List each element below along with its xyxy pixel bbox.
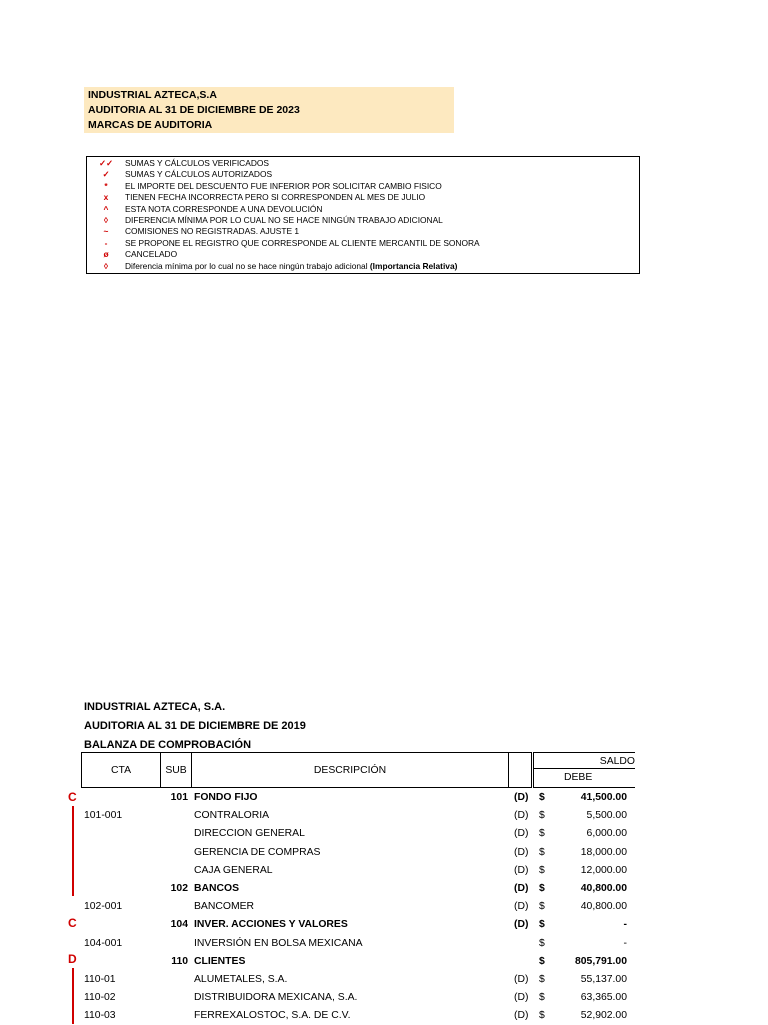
audit-date-title: AUDITORIA AL 31 DE DICIEMBRE DE 2023 — [88, 104, 300, 116]
cell-sub: 110 — [171, 955, 188, 967]
audit-mark-bracket-2 — [72, 968, 74, 1024]
cell-dc: (D) — [514, 864, 529, 876]
cell-descripcion: CONTRALORIA — [194, 810, 270, 822]
audit-mark-emphasis: (Importancia Relativa) — [369, 260, 458, 271]
cell-dc: (D) — [514, 992, 529, 1004]
cell-descripcion: CLIENTES — [194, 955, 246, 967]
audit-mark-text — [125, 169, 639, 180]
audit-date-title-2: AUDITORIA AL 31 DE DICIEMBRE DE 2019 — [84, 720, 306, 732]
cell-currency: $ — [539, 973, 545, 985]
audit-mark-d: D — [68, 952, 77, 966]
cell-dc: (D) — [514, 846, 529, 858]
cell-descripcion: INVERSIÓN EN BOLSA MEXICANA — [194, 937, 363, 949]
audit-mark-c-1: C — [68, 790, 77, 804]
cell-dc: (D) — [514, 1010, 529, 1022]
cell-cta: 110-02 — [84, 992, 116, 1004]
cell-amount: 63,365.00 — [580, 992, 627, 1004]
cell-amount: 55,137.00 — [580, 973, 627, 985]
audit-mark-description: Diferencia mínima por lo cual no se hace ningún trabajo adicional — [125, 260, 368, 271]
cell-amount: 6,000.00 — [586, 828, 627, 840]
cell-cta: 104-001 — [84, 937, 123, 949]
cell-amount: - — [623, 937, 627, 949]
audit-mark-text — [125, 204, 639, 215]
audit-mark-symbol: - — [104, 237, 108, 248]
audit-mark-text — [125, 261, 639, 272]
cell-currency: $ — [539, 882, 545, 894]
audit-mark-text — [125, 181, 639, 192]
audit-mark-description: CANCELADO — [125, 249, 178, 260]
audit-mark-item — [87, 192, 639, 203]
col-header-cta: CTA — [82, 753, 161, 788]
audit-mark-item — [87, 238, 639, 249]
cell-dc: (D) — [514, 919, 529, 931]
cell-amount: 40,800.00 — [580, 882, 627, 894]
audit-mark-symbol: ^ — [103, 203, 109, 214]
cell-currency: $ — [539, 846, 545, 858]
cell-dc: (D) — [514, 882, 529, 894]
col-header-debe: DEBE — [533, 769, 635, 788]
audit-mark-symbol: ø — [103, 249, 109, 260]
audit-marks-title: MARCAS DE AUDITORIA — [88, 119, 213, 131]
audit-mark-c-2: C — [68, 916, 77, 930]
cell-amount: 52,902.00 — [580, 1010, 627, 1022]
audit-header — [84, 87, 454, 133]
audit-mark-symbol: ◊ — [103, 214, 109, 225]
audit-mark-text — [125, 158, 639, 169]
cell-cta: 101-001 — [84, 810, 123, 822]
cell-currency: $ — [539, 792, 545, 803]
cell-currency: $ — [539, 828, 545, 840]
audit-mark-symbol: ✓✓ — [98, 158, 114, 168]
cell-descripcion: FONDO FIJO — [194, 792, 258, 803]
audit-mark-description: SUMAS Y CÁLCULOS VERIFICADOS — [125, 158, 269, 168]
trial-balance-title: BALANZA DE COMPROBACIÓN — [84, 739, 252, 751]
cell-descripcion: DIRECCION GENERAL — [194, 828, 305, 840]
col-header-sub: SUB — [161, 753, 192, 788]
cell-descripcion: INVER. ACCIONES Y VALORES — [194, 919, 348, 931]
audit-mark-text — [125, 226, 639, 237]
cell-descripcion: CAJA GENERAL — [194, 864, 273, 876]
cell-cta: 102-001 — [84, 901, 123, 913]
audit-mark-text — [125, 192, 639, 203]
trial-balance-header — [84, 698, 306, 755]
audit-mark-description: EL IMPORTE DEL DESCUENTO FUE INFERIOR POR SOLICITAR CAMBIO FISICO — [125, 180, 442, 191]
audit-mark-item — [87, 158, 639, 169]
audit-mark-item — [87, 181, 639, 192]
audit-mark-item — [87, 249, 639, 260]
cell-currency: $ — [539, 955, 545, 967]
cell-amount: - — [623, 919, 627, 931]
cell-sub: 102 — [170, 882, 188, 894]
cell-descripcion: BANCOMER — [194, 901, 255, 913]
cell-amount: 805,791.00 — [574, 955, 627, 967]
cell-dc: (D) — [514, 828, 529, 840]
cell-descripcion: DISTRIBUIDORA MEXICANA, S.A. — [194, 992, 358, 1004]
audit-mark-symbol: ✓ — [102, 169, 110, 180]
audit-mark-description: DIFERENCIA MÍNIMA POR LO CUAL NO SE HACE NINGÚN TRABAJO ADICIONAL — [125, 214, 443, 225]
cell-amount: 41,500.00 — [580, 792, 627, 803]
cell-amount: 18,000.00 — [580, 846, 627, 858]
audit-mark-symbol: ◊ — [103, 260, 109, 271]
audit-mark-item — [87, 261, 639, 272]
col-header-saldo: SALDO — [533, 752, 635, 769]
cell-amount: 5,500.00 — [586, 810, 627, 822]
cell-descripcion: FERREXALOSTOC, S.A. DE C.V. — [194, 1010, 351, 1022]
cell-descripcion: GERENCIA DE COMPRAS — [194, 846, 321, 858]
audit-mark-text — [125, 215, 639, 226]
audit-mark-symbol: * — [104, 180, 108, 191]
cell-sub: 101 — [170, 792, 188, 803]
trial-balance-header-row — [81, 752, 532, 788]
audit-mark-item — [87, 204, 639, 215]
cell-descripcion: ALUMETALES, S.A. — [194, 973, 288, 985]
cell-descripcion: BANCOS — [194, 882, 240, 894]
audit-mark-description: TIENEN FECHA INCORRECTA PERO SI CORRESPONDEN AL MES DE JULIO — [125, 192, 426, 203]
cell-cta: 110-03 — [84, 1010, 116, 1022]
audit-mark-text — [125, 238, 639, 249]
cell-dc: (D) — [514, 973, 529, 985]
audit-mark-item — [87, 169, 639, 180]
cell-currency: $ — [539, 937, 545, 949]
cell-sub: 104 — [170, 919, 188, 931]
company-name: INDUSTRIAL AZTECA,S.A — [88, 89, 217, 101]
audit-mark-description: SE PROPONE EL REGISTRO QUE CORRESPONDE AL CLIENTE MERCANTIL DE SONORA — [125, 237, 480, 248]
cell-dc: (D) — [514, 901, 529, 913]
cell-dc: (D) — [514, 810, 529, 822]
cell-currency: $ — [539, 1010, 545, 1022]
company-name-2: INDUSTRIAL AZTECA, S.A. — [84, 701, 226, 713]
cell-cta: 110-01 — [84, 973, 116, 985]
cell-currency: $ — [539, 919, 545, 931]
audit-mark-description: COMISIONES NO REGISTRADAS. AJUSTE 1 — [125, 226, 300, 237]
cell-currency: $ — [539, 992, 545, 1004]
audit-mark-symbol: x — [103, 192, 109, 203]
cell-dc: (D) — [514, 792, 529, 803]
audit-mark-text — [125, 249, 639, 260]
cell-currency: $ — [539, 810, 545, 822]
audit-mark-bracket-1 — [72, 806, 74, 896]
audit-mark-description: ESTA NOTA CORRESPONDE A UNA DEVOLUCIÓN — [125, 203, 323, 214]
col-header-descripcion: DESCRIPCIÓN — [192, 753, 509, 788]
audit-mark-description: SUMAS Y CÁLCULOS AUTORIZADOS — [125, 169, 273, 180]
col-header-blank — [509, 753, 532, 788]
cell-amount: 40,800.00 — [580, 901, 627, 913]
cell-currency: $ — [539, 901, 545, 913]
cell-currency: $ — [539, 864, 545, 876]
audit-mark-item — [87, 215, 639, 226]
saldo-header — [533, 752, 635, 788]
audit-mark-item — [87, 226, 639, 237]
audit-mark-symbol: ~ — [103, 226, 109, 237]
audit-marks-legend — [86, 156, 640, 274]
cell-amount: 12,000.00 — [580, 864, 627, 876]
